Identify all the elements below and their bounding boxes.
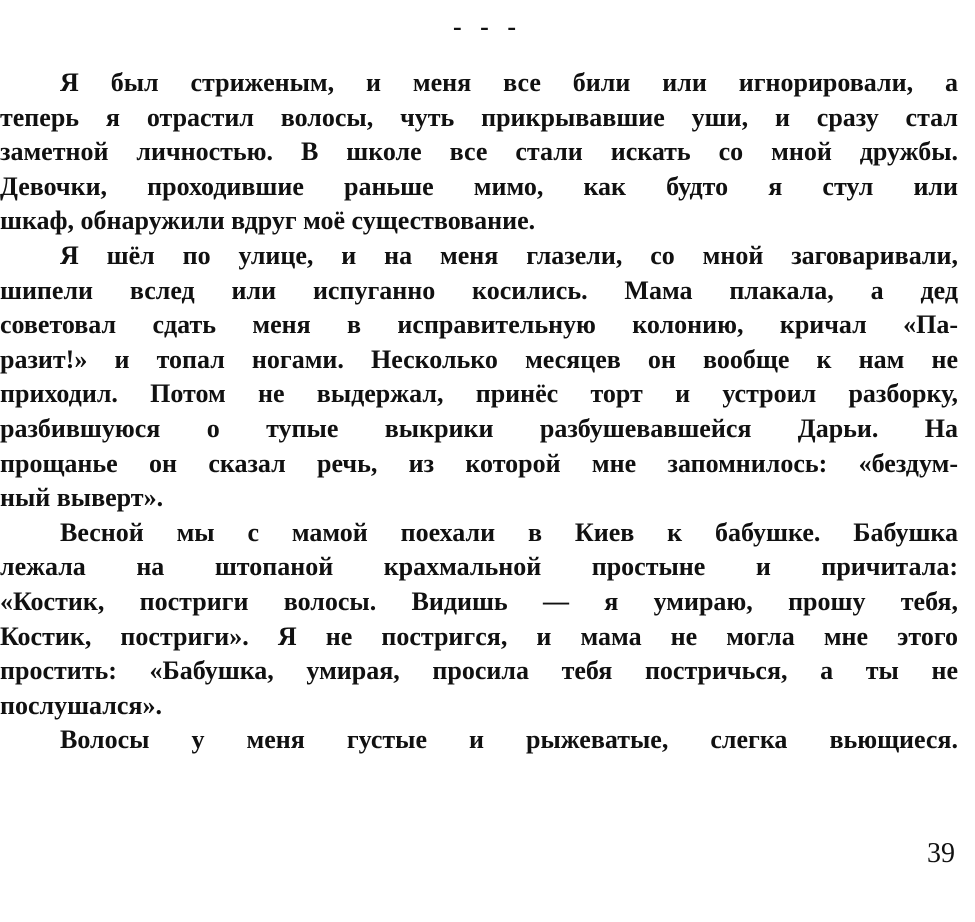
text-line: разбившуюся о тупые выкрики разбушевавшейся Дарьи. На [0,413,958,443]
text-line: теперь я отрастил волосы, чуть прикрывавшие уши, и сразу стал [0,102,958,132]
page-number: 39 [927,838,955,869]
text-line: советовал сдать меня в исправительную колонию, кричал «Па- [0,310,958,340]
text-line: Я был стриженым, и меня все били или игнорировали, а [60,68,958,97]
text-line: заметной личностью. В школе все стали искать со мной дружбы. [0,137,958,167]
page-text [0,66,958,758]
text-line: послушался». [0,690,162,720]
text-line: Девочки, проходившие раньше мимо, как будто я стул или [0,171,958,201]
text-line: «Костик, постриги волосы. Видишь — я умираю, прошу тебя, [0,586,958,616]
text-line: ный выверт». [0,483,164,513]
text-line: лежала на штопаной крахмальной простыне и причитала: [0,552,958,582]
text-line: приходил. Потом не выдержал, принёс торт и устроил разборку, [0,379,958,409]
text-line: простить: «Бабушка, умирая, просила тебя постричься, а ты не [0,656,958,686]
text-line: Волосы у меня густые и рыжеватые, слегка вьющиеся. [60,725,958,755]
text-line: Я шёл по улице, и на меня глазели, со мной заговаривали, [60,240,958,270]
text-line: шкаф, обнаружили вдруг моё существование. [0,206,536,236]
section-ornament: - - - [453,12,522,41]
text-line: шипели вслед или испуганно косились. Мама плакала, а дед [0,275,958,305]
text-line: Костик, постриги». Я не постригся, и мама не могла мне этого [0,621,958,651]
text-line: прощанье он сказал речь, из которой мне запомнилось: «бездум- [0,448,958,478]
text-line: разит!» и топал ногами. Несколько месяцев он вообще к нам не [0,344,958,374]
text-line: Весной мы с мамой поехали в Киев к бабушке. Бабушка [60,517,958,547]
